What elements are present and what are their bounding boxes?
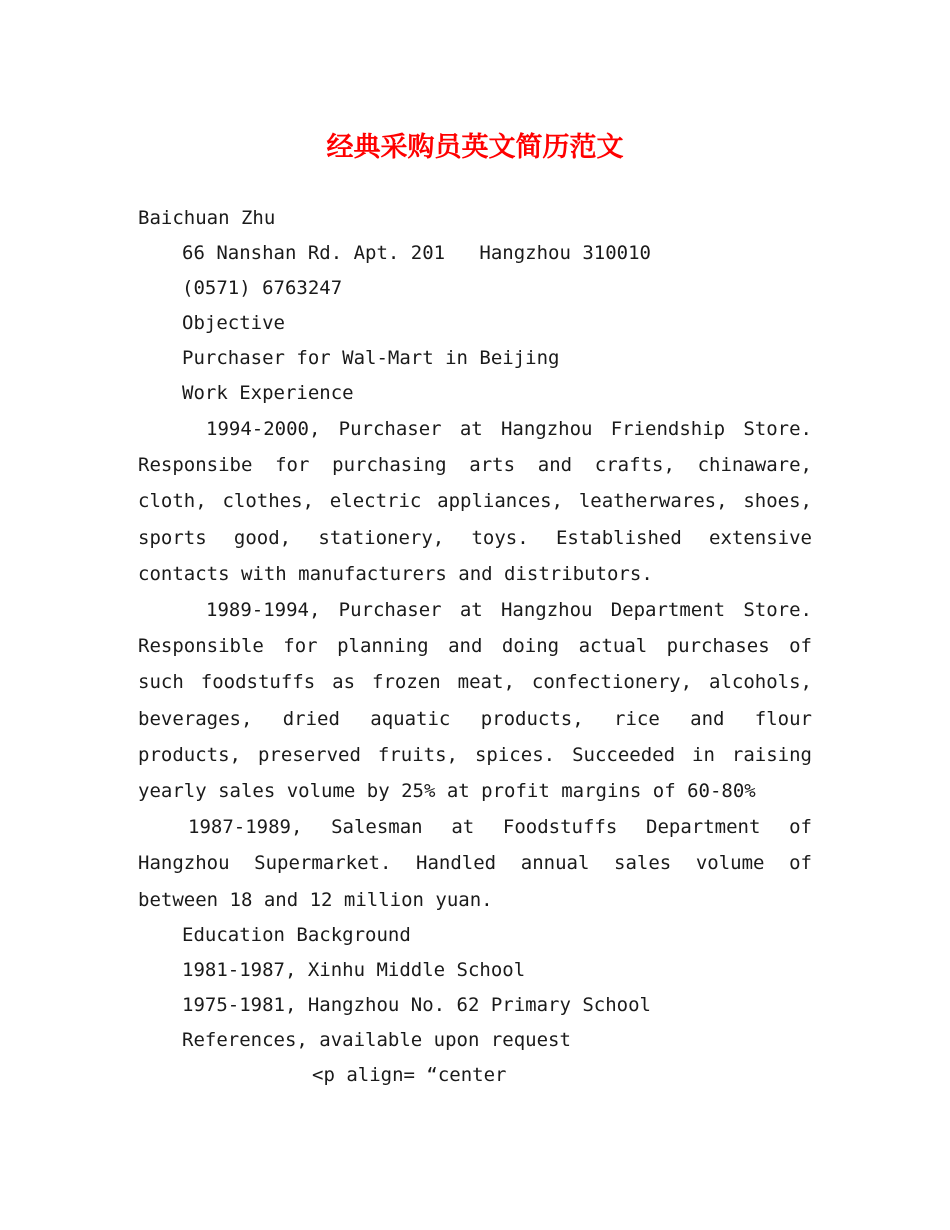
work-experience-heading: Work Experience	[182, 382, 354, 404]
work-item: 1987-1989, Salesman at Foodstuffs Department of Hangzhou Supermarket. Handled annual sales volume of between 18 and 12 million yuan.	[138, 816, 812, 911]
address-line: 66 Nanshan Rd. Apt. 201 Hangzhou 310010	[182, 242, 651, 264]
education-heading: Education Background	[182, 923, 411, 946]
work-item: 1989-1994, Purchaser at Hangzhou Department Store. Responsible for planning and doing actual purchases of such foodstuffs as frozen meat, confectionery, alcohols, beverages, dried aquatic products, rice and flour products, preserved fruits, spices. Succeeded in raising yearly sales volume by 25% at profit margins of 60-80%	[138, 599, 812, 803]
education-item: 1975-1981, Hangzhou No. 62 Primary School	[182, 993, 651, 1016]
document-title: 经典采购员英文简历范文	[326, 132, 624, 163]
resume-body	[138, 201, 812, 1093]
objective-text: Purchaser for Wal-Mart in Beijing	[182, 347, 560, 369]
stray-markup-text: <p align= “center	[312, 1063, 507, 1086]
objective-heading: Objective	[182, 312, 285, 334]
work-item: 1994-2000, Purchaser at Hangzhou Friendship Store. Responsibe for purchasing arts and crafts, chinaware, cloth, clothes, electric appliances, leatherwares, shoes, sports good, stationery, toys. Established extensive contacts with manufacturers and distributors.	[138, 418, 812, 585]
education-item: 1981-1987, Xinhu Middle School	[182, 958, 526, 981]
phone-line: (0571) 6763247	[182, 277, 343, 299]
applicant-name: Baichuan Zhu	[138, 207, 276, 229]
references-line: References, available upon request	[182, 1028, 571, 1051]
